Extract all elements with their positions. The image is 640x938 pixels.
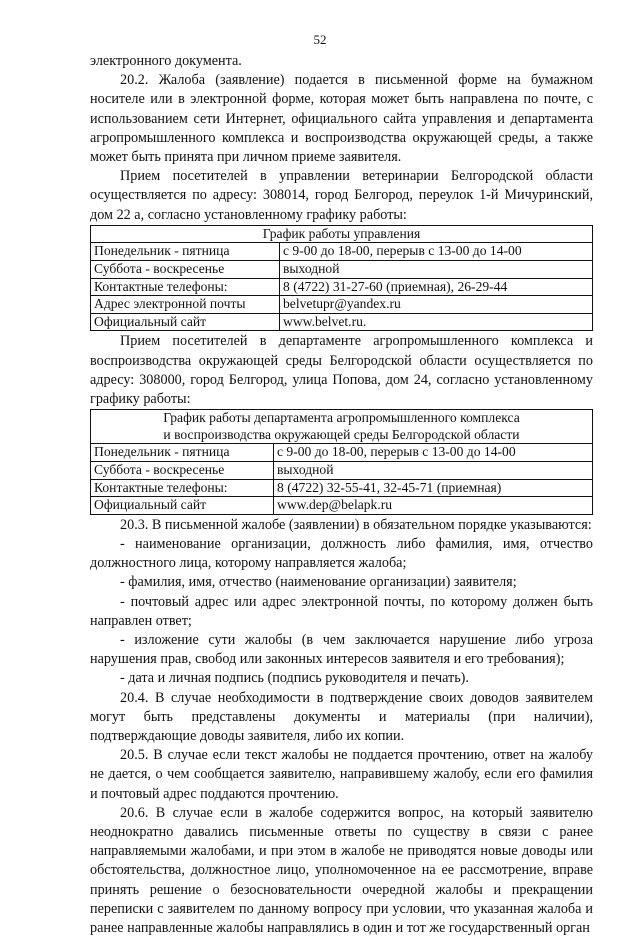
table-header-row bbox=[91, 225, 593, 243]
table-header-row bbox=[91, 410, 593, 444]
row-value: с 9-00 до 18-00, перерыв с 13-00 до 14-00 bbox=[274, 444, 593, 462]
paragraph-reception-veterinary: Прием посетителей в управлении ветеринарии Белгородской области осуществляется по адресу: 308014, город Белгород, переулок 1-й Мичуринский, дом 22 а, согласно установленному графику работы: bbox=[90, 168, 593, 223]
page-number: 52 bbox=[313, 32, 327, 47]
table-row bbox=[91, 479, 593, 497]
paragraph-continuation: электронного документа. bbox=[90, 53, 242, 69]
paragraph-20-2: 20.2. Жалоба (заявление) подается в письменной форме на бумажном носителе или в электронной форме, которая может быть направлена по почте, с использованием сети Интернет, официального сайта управления и департамента агропромышленного комплекса и воспроизводства окружающей среды, а также может быть принята при личном приеме заявителя. bbox=[90, 72, 593, 166]
row-label: Официальный сайт bbox=[91, 313, 280, 331]
row-label: Адрес электронной почты bbox=[91, 296, 280, 314]
row-label: Контактные телефоны: bbox=[91, 479, 274, 497]
paragraph-20-6: 20.6. В случае если в жалобе содержится вопрос, на который заявителю неоднократно давались письменные ответы по существу в связи с ранее направляемыми жалобами, и при этом в жалобе не приводятся новые доводы или обстоятельства, должностное лицо, уполномоченное на ее рассмотрение, вправе принять решение о безосновательности очередной жалобы и прекращении переписки с заявителем по данному вопросу при условии, что указанная жалоба и ранее направленные жалобы направлялись в один и тот же государственный орган bbox=[90, 804, 593, 937]
table-row bbox=[91, 497, 593, 515]
list-item: - фамилия, имя, отчество (наименование организации) заявителя; bbox=[120, 574, 517, 591]
table-row bbox=[91, 261, 593, 279]
schedule-table-department bbox=[90, 409, 593, 515]
table-row bbox=[91, 243, 593, 261]
list-item: - почтовый адрес или адрес электронной почты, по которому должен быть направлен ответ; bbox=[90, 593, 593, 629]
row-value: с 9-00 до 18-00, перерыв с 13-00 до 14-00 bbox=[280, 243, 593, 261]
row-value: выходной bbox=[280, 261, 593, 279]
document-body bbox=[90, 52, 593, 938]
paragraph-20-3: 20.3. В письменной жалобе (заявлении) в обязательном порядке указываются: bbox=[120, 516, 592, 533]
row-label: Суббота - воскресенье bbox=[91, 461, 274, 479]
table-title: График работы управления bbox=[91, 225, 593, 243]
row-value: выходной bbox=[274, 461, 593, 479]
row-value: 8 (4722) 32-55-41, 32-45-71 (приемная) bbox=[274, 479, 593, 497]
row-value: www.belvet.ru. bbox=[280, 313, 593, 331]
list-item: - дата и личная подпись (подпись руководителя и печать). bbox=[120, 670, 469, 687]
paragraph-reception-department: Прием посетителей в департаменте агропромышленного комплекса и воспроизводства окружающей среды Белгородской области осуществляется по адресу: 308000, город Белгород, улица Попова, дом 24, согласно установленному графику работы: bbox=[90, 333, 593, 407]
table-row bbox=[91, 313, 593, 331]
row-label: Суббота - воскресенье bbox=[91, 261, 280, 279]
row-value: 8 (4722) 31-27-60 (приемная), 26-29-44 bbox=[280, 278, 593, 296]
row-label: Понедельник - пятница bbox=[91, 243, 280, 261]
paragraph-20-4: 20.4. В случае необходимости в подтверждение своих доводов заявителем могут быть представлены документы и материалы (при наличии), подтверждающие доводы заявителя, либо их копии. bbox=[90, 689, 593, 744]
row-label: Контактные телефоны: bbox=[91, 278, 280, 296]
paragraph-20-5: 20.5. В случае если текст жалобы не поддается прочтению, ответ на жалобу не дается, о чем сообщается заявителю, направившему жалобу, если его фамилия и почтовый адрес поддаются прочтению. bbox=[90, 747, 593, 802]
row-label: Официальный сайт bbox=[91, 497, 274, 515]
table-title-line: и воспроизводства окружающей среды Белгородской области bbox=[163, 426, 520, 442]
list-item: - изложение сути жалобы (в чем заключается нарушение либо угроза нарушения прав, свобод или законных интересов заявителя и его требования); bbox=[90, 631, 593, 668]
row-label: Понедельник - пятница bbox=[91, 444, 274, 462]
row-value: belvetupr@yandex.ru bbox=[280, 296, 593, 314]
list-item: - наименование организации, должность либо фамилия, имя, отчество должностного лица, которому направляется жалоба; bbox=[90, 535, 593, 572]
table-row bbox=[91, 278, 593, 296]
table-title-line: График работы департамента агропромышленного комплекса bbox=[163, 410, 520, 426]
table-row bbox=[91, 461, 593, 479]
table-row bbox=[91, 444, 593, 462]
table-row bbox=[91, 296, 593, 314]
schedule-table-veterinary bbox=[90, 225, 593, 332]
table-title bbox=[91, 410, 593, 444]
row-value: www.dep@belapk.ru bbox=[274, 497, 593, 515]
